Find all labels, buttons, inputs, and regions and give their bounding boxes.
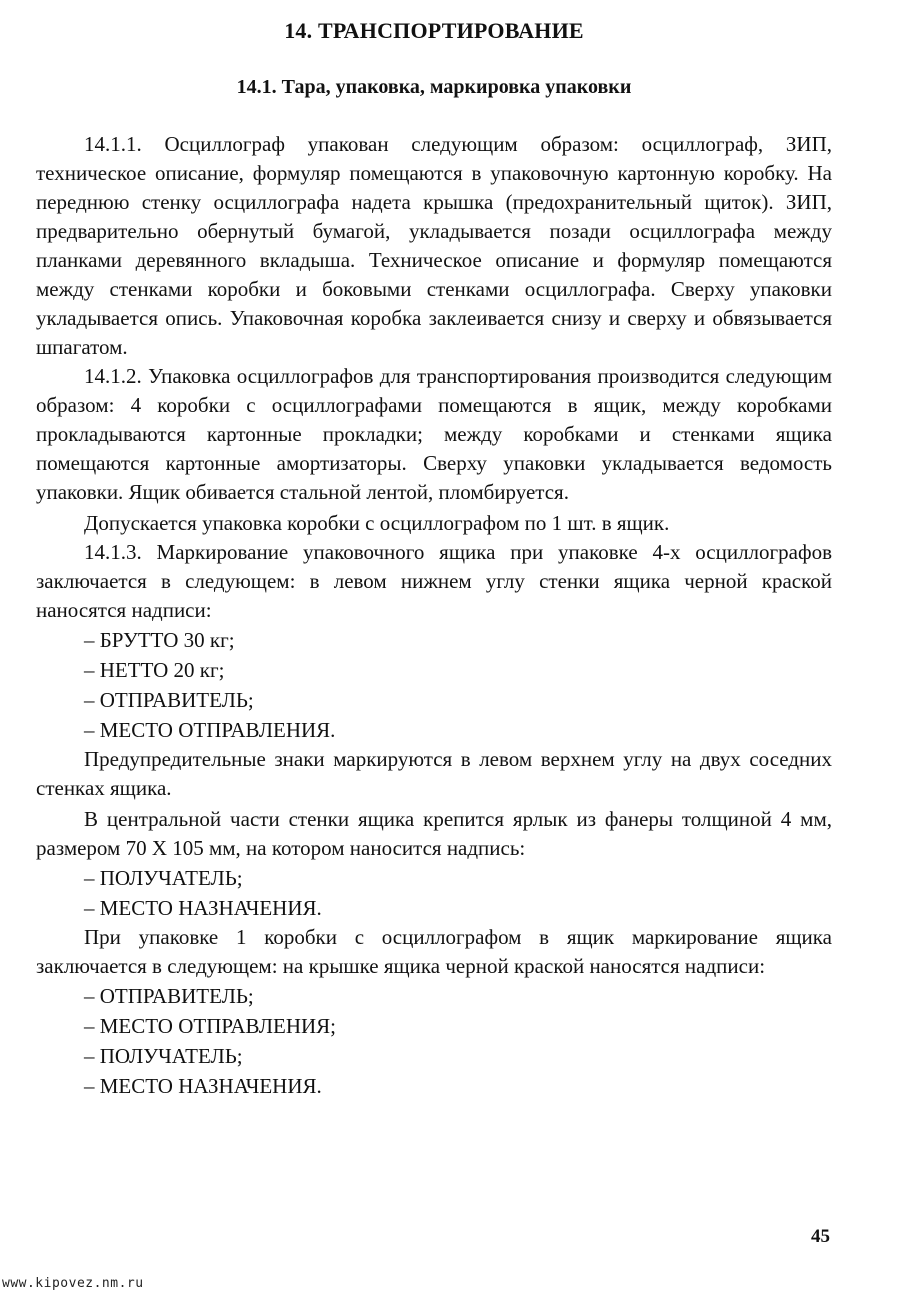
marking-list-lid <box>36 981 832 1101</box>
marking-item: – НЕТТО 20 кг; <box>84 658 225 682</box>
chapter-title: 14. ТРАНСПОРТИРОВАНИЕ <box>284 18 584 43</box>
paragraph-14-1-3: 14.1.3. Маркирование упаковочного ящика при упаковке 4-х осциллографов заключается в следующем: в левом нижнем углу стенки ящика черной краской наносятся надписи: <box>36 540 832 622</box>
marking-item: – ПОЛУЧАТЕЛЬ; <box>84 1044 243 1068</box>
marking-item: – МЕСТО ОТПРАВЛЕНИЯ; <box>84 1014 336 1038</box>
marking-item: – ПОЛУЧАТЕЛЬ; <box>84 866 243 890</box>
marking-list-gross-net <box>36 625 832 745</box>
paragraph-plywood-label: В центральной части стенки ящика крепится ярлык из фанеры толщиной 4 мм, размером 70 X 105 мм, на котором наносится надпись: <box>36 807 832 860</box>
paragraph-warning-signs: Предупредительные знаки маркируются в левом верхнем углу на двух соседних стенках ящика. <box>36 747 832 800</box>
paragraph-14-1-2: 14.1.2. Упаковка осциллографов для транспортирования производится следующим образом: 4 коробки с осциллографами помещаются в ящик, между коробками прокладываются картонные прокладки; между коробками и стенками ящика помещаются картонные амортизаторы. Сверху упаковки укладывается ведомость упаковки. Ящик обивается стальной лентой, пломбируется. <box>36 364 832 504</box>
paragraph-14-1-1: 14.1.1. Осциллограф упакован следующим образом: осциллограф, ЗИП, техническое описание, формуляр помещаются в упаковочную картонную коробку. На переднюю стенку осциллографа надета крышка (предохранительный щиток). ЗИП, предварительно обернутый бумагой, укладывается позади осциллографа между планками деревянного вкладыша. Техническое описание и формуляр помещаются между стенками коробки и боковыми стенками осциллографа. Сверху упаковки укладывается опись. Упаковочная коробка заклеивается снизу и сверху и обвязывается шпагатом. <box>36 132 832 359</box>
marking-item: – МЕСТО НАЗНАЧЕНИЯ. <box>84 1074 322 1098</box>
marking-item: – МЕСТО НАЗНАЧЕНИЯ. <box>84 896 322 920</box>
marking-item: – ОТПРАВИТЕЛЬ; <box>84 984 254 1008</box>
section-title: 14.1. Тара, упаковка, маркировка упаковки <box>236 76 632 98</box>
marking-item: – МЕСТО ОТПРАВЛЕНИЯ. <box>84 718 336 742</box>
document-body <box>36 130 832 1101</box>
paragraph-single-box-marking: При упаковке 1 коробки с осциллографом в ящик маркирование ящика заключается в следующем: на крышке ящика черной краской наносятся надписи: <box>36 925 832 978</box>
paragraph-single-box-note: Допускается упаковка коробки с осциллографом по 1 шт. в ящик. <box>84 511 670 535</box>
marking-list-label <box>36 863 832 923</box>
source-watermark: www.kipovez.nm.ru <box>2 1276 144 1291</box>
marking-item: – БРУТТО 30 кг; <box>84 628 235 652</box>
marking-item: – ОТПРАВИТЕЛЬ; <box>84 688 254 712</box>
document-page <box>36 0 832 1295</box>
page-number: 45 <box>811 1226 830 1247</box>
